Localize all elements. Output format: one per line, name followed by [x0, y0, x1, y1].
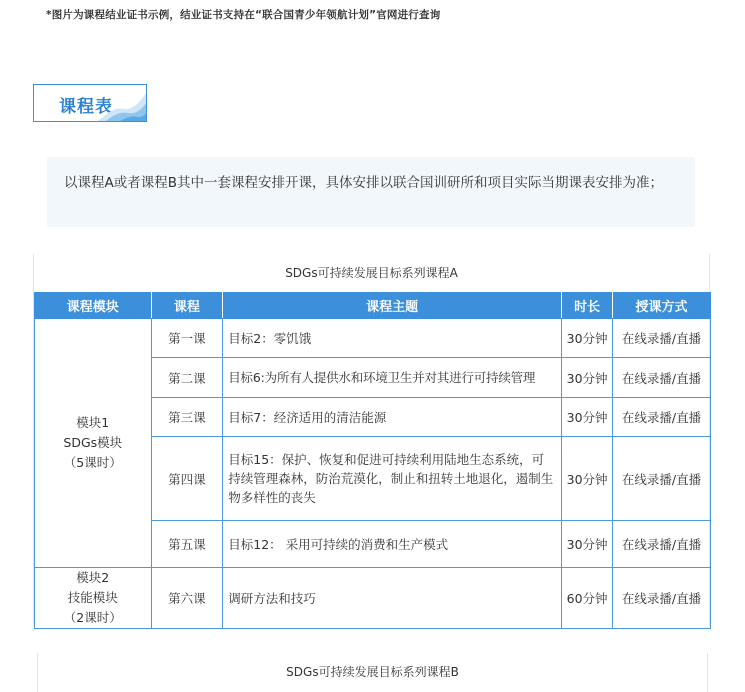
topic-cell: 目标6:为所有人提供水和环境卫生并对其进行可持续管理 — [223, 358, 562, 398]
header-duration: 时长 — [562, 293, 613, 319]
module-cell-1 — [35, 319, 152, 568]
lesson-cell: 第二课 — [151, 358, 223, 398]
course-table-a-container — [33, 254, 710, 626]
duration-cell: 30分钟 — [562, 319, 613, 358]
topic-cell: 调研方法和技巧 — [223, 568, 562, 629]
course-table-a-caption: SDGs可持续发展目标系列课程A — [285, 266, 458, 280]
lesson-cell: 第一课 — [151, 319, 223, 358]
duration-cell: 30分钟 — [562, 358, 613, 398]
table-row — [35, 568, 711, 629]
module-hours: （5课时） — [63, 455, 122, 470]
delivery-cell: 在线录播/直播 — [613, 398, 711, 437]
lesson-cell: 第五课 — [151, 521, 223, 568]
delivery-cell: 在线录播/直播 — [613, 521, 711, 568]
delivery-cell: 在线录播/直播 — [613, 358, 711, 398]
header-topic: 课程主题 — [223, 293, 562, 319]
wave-decoration-icon — [98, 84, 146, 121]
table-header-row — [35, 293, 711, 319]
header-lesson: 课程 — [151, 293, 223, 319]
course-table-b-caption: SDGs可持续发展目标系列课程B — [286, 665, 459, 679]
module-type: SDGs模块 — [63, 435, 123, 450]
course-table-b-container — [37, 653, 708, 692]
module-cell-2 — [35, 568, 152, 629]
topic-cell: 目标15：保护、恢复和促进可持续利用陆地生态系统，可持续管理森林，防治荒漠化，制止和扭转土地退化，遏制生物多样性的丧失 — [223, 437, 562, 521]
topic-cell: 目标2：零饥饿 — [223, 319, 562, 358]
duration-cell: 30分钟 — [562, 437, 613, 521]
duration-cell: 30分钟 — [562, 398, 613, 437]
header-delivery: 授课方式 — [613, 293, 711, 319]
intro-notice — [47, 157, 695, 227]
lesson-cell: 第六课 — [151, 568, 223, 629]
header-module: 课程模块 — [35, 293, 152, 319]
topic-cell: 目标7：经济适用的清洁能源 — [223, 398, 562, 437]
certificate-note: *图片为课程结业证书示例，结业证书支持在“联合国青少年领航计划”官网进行查询 — [46, 9, 441, 21]
lesson-cell: 第三课 — [151, 398, 223, 437]
lesson-cell: 第四课 — [151, 437, 223, 521]
module-name: 模块1 — [76, 415, 110, 430]
delivery-cell: 在线录播/直播 — [613, 319, 711, 358]
topic-cell: 目标12： 采用可持续的消费和生产模式 — [223, 521, 562, 568]
intro-text: 以课程A或者课程B其中一套课程安排开课，具体安排以联合国训研所和项目实际当期课表安排为准； — [64, 175, 663, 191]
delivery-cell: 在线录播/直播 — [613, 437, 711, 521]
table-row — [35, 319, 711, 358]
section-badge-course-schedule — [33, 84, 147, 122]
duration-cell: 60分钟 — [562, 568, 613, 629]
delivery-cell: 在线录播/直播 — [613, 568, 711, 629]
module-hours: （2课时） — [63, 610, 122, 625]
course-table-a — [34, 292, 711, 629]
module-name: 模块2 — [76, 570, 110, 585]
module-type: 技能模块 — [67, 590, 118, 605]
duration-cell: 30分钟 — [562, 521, 613, 568]
section-title: 课程表 — [59, 97, 113, 117]
